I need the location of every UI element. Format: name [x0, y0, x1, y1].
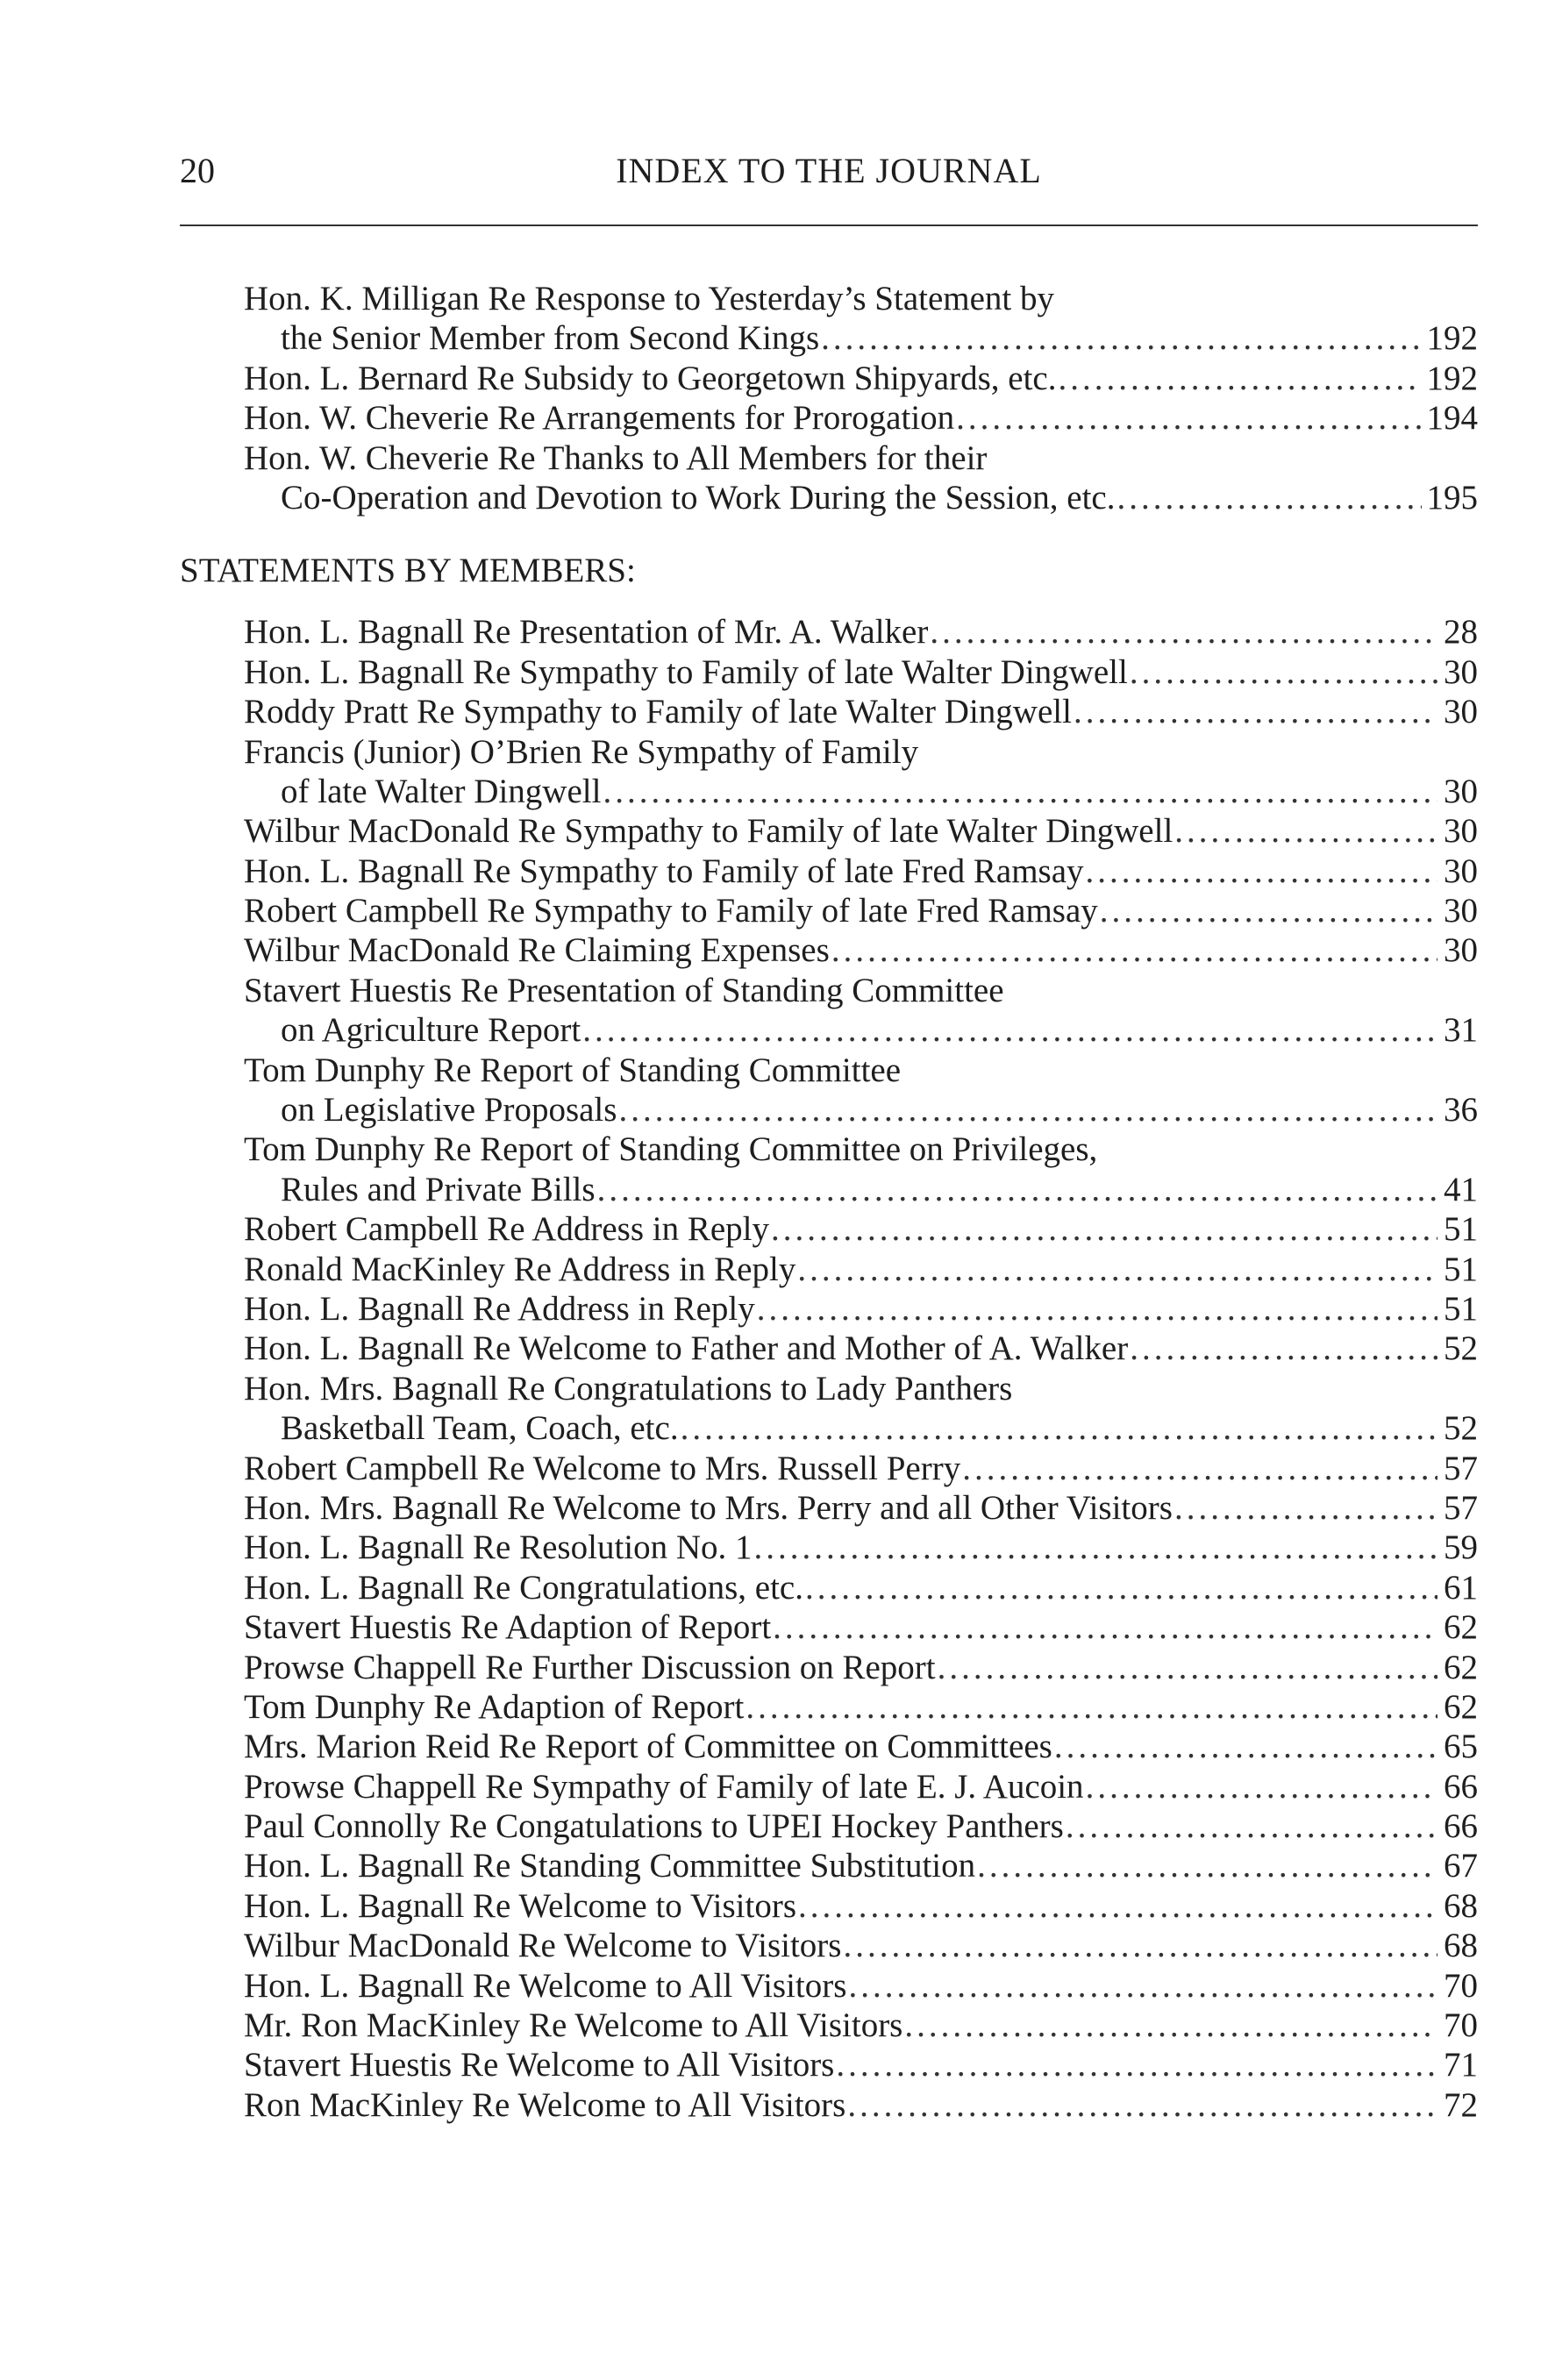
page-reference: 62 — [1444, 1687, 1478, 1726]
index-entry-line — [244, 279, 1478, 318]
index-entry-text: Hon. K. Milligan Re Response to Yesterday’s Statement by — [244, 280, 1055, 317]
index-entry-line — [244, 971, 1478, 1010]
index-entry-text: Tom Dunphy Re Report of Standing Committee — [244, 1051, 902, 1089]
index-entry-text: Robert Campbell Re Sympathy to Family of late Fred Ramsay — [244, 892, 1098, 930]
index-entry-line — [244, 1528, 1478, 1567]
index-entry-line — [244, 1607, 1478, 1647]
index-entry-line — [244, 1727, 1478, 1766]
index-entry — [0, 1926, 1548, 1965]
index-entry-continuation — [281, 1408, 1478, 1448]
index-entry-line — [244, 1806, 1478, 1846]
index-entry — [0, 1209, 1548, 1249]
index-entry — [0, 1806, 1548, 1846]
index-entry-line — [244, 1289, 1478, 1329]
page-reference: 36 — [1444, 1091, 1478, 1129]
index-entry — [0, 1767, 1548, 1806]
index-entry-text: Hon. L. Bagnall Re Sympathy to Family of late Walter Dingwell — [244, 652, 1128, 691]
page-reference: 192 — [1426, 319, 1478, 358]
index-entry — [0, 971, 1548, 1051]
page-reference: 51 — [1444, 1250, 1478, 1288]
page-reference: 59 — [1444, 1528, 1478, 1567]
index-entry-text: Hon. L. Bernard Re Subsidy to Georgetown Shipyards, etc. — [244, 359, 1057, 397]
index-entry — [0, 1648, 1548, 1687]
index-entry — [0, 1846, 1548, 1885]
dot-leader — [843, 1926, 1437, 1965]
index-entry — [0, 1528, 1548, 1567]
index-entry-line — [244, 891, 1478, 930]
index-entry-text: Co-Operation and Devotion to Work During the Session, etc. — [281, 478, 1116, 517]
index-entry-text: Hon. L. Bagnall Re Welcome to Visitors — [244, 1886, 796, 1925]
index-entry-line — [244, 1369, 1478, 1408]
page-reference: 72 — [1444, 2085, 1478, 2124]
index-entry-text: Paul Connolly Re Congatulations to UPEI Hockey Panthers — [244, 1807, 1064, 1846]
dot-leader — [1116, 478, 1421, 517]
page-reference: 31 — [1444, 1011, 1478, 1050]
dot-leader — [597, 1170, 1437, 1209]
dot-leader — [1174, 811, 1437, 851]
index-entry-text: Tom Dunphy Re Report of Standing Committee on Privileges, — [244, 1130, 1098, 1169]
index-entry — [0, 1687, 1548, 1727]
index-entry-line — [244, 612, 1478, 652]
page-header — [180, 149, 1478, 193]
dot-leader — [1100, 891, 1437, 930]
dot-leader — [1074, 692, 1437, 731]
page-number: 20 — [180, 151, 215, 190]
index-entry — [0, 1329, 1548, 1368]
page-reference: 51 — [1444, 1289, 1478, 1328]
index-entry — [0, 1568, 1548, 1607]
index-entry-line — [244, 1846, 1478, 1885]
dot-leader — [904, 2006, 1437, 2045]
index-entry-line — [244, 1209, 1478, 1249]
index-entry-text: Hon. L. Bagnall Re Presentation of Mr. A. Walker — [244, 613, 929, 652]
index-entry-continuation — [281, 772, 1478, 811]
index-entry-text: Hon. Mrs. Bagnall Re Welcome to Mrs. Perry and all Other Visitors — [244, 1488, 1173, 1527]
dot-leader — [805, 1568, 1437, 1607]
page-reference: 62 — [1444, 1648, 1478, 1686]
index-entry-text: Wilbur MacDonald Re Sympathy to Family of late Walter Dingwell — [244, 812, 1173, 851]
page-reference: 30 — [1444, 652, 1478, 691]
index-group-statements-by-members — [0, 612, 1548, 2125]
index-entry — [0, 1727, 1548, 1766]
index-entry-line — [244, 398, 1478, 438]
dot-leader — [962, 1449, 1437, 1488]
dot-leader — [1066, 1806, 1437, 1846]
index-entry-line — [244, 1250, 1478, 1289]
index-entry-line — [244, 359, 1478, 398]
index-entry — [0, 438, 1548, 518]
dot-leader — [773, 1607, 1437, 1647]
index-entry-text: Stavert Huestis Re Presentation of Standing Committee — [244, 971, 1004, 1009]
dot-leader — [848, 1966, 1437, 2006]
page-reference: 51 — [1444, 1210, 1478, 1249]
index-entry — [0, 852, 1548, 891]
index-entry-text: Rules and Private Bills — [281, 1170, 596, 1208]
index-entry-text: Mr. Ron MacKinley Re Welcome to All Visitors — [244, 2006, 903, 2045]
dot-leader — [821, 318, 1421, 358]
index-entry-text: on Legislative Proposals — [281, 1091, 617, 1129]
page-reference: 66 — [1444, 1767, 1478, 1806]
page-reference: 30 — [1444, 852, 1478, 890]
dot-leader — [771, 1209, 1437, 1249]
page-reference: 70 — [1444, 2006, 1478, 2045]
header-rule — [180, 224, 1478, 226]
index-entry — [0, 811, 1548, 851]
index-entry-text: Prowse Chappell Re Sympathy of Family of late E. J. Aucoin — [244, 1767, 1084, 1806]
dot-leader — [956, 398, 1421, 438]
index-entry-line — [244, 2045, 1478, 2084]
page-reference: 41 — [1444, 1170, 1478, 1208]
index-entry-line — [244, 1886, 1478, 1926]
index-entry-continuation — [281, 1010, 1478, 1050]
running-head: INDEX TO THE JOURNAL — [616, 151, 1042, 190]
index-entry-text: Hon. L. Bagnall Re Resolution No. 1 — [244, 1528, 753, 1567]
index-entry-text: Hon. W. Cheverie Re Arrangements for Prorogation — [244, 399, 955, 438]
page-reference: 30 — [1444, 931, 1478, 970]
index-entry — [0, 891, 1548, 930]
index-entry-text: Hon. L. Bagnall Re Address in Reply — [244, 1289, 755, 1328]
index-entry-line — [244, 1926, 1478, 1965]
index-entry-continuation — [281, 1090, 1478, 1129]
dot-leader — [938, 1648, 1437, 1687]
section-heading: STATEMENTS BY MEMBERS: — [180, 552, 636, 590]
dot-leader — [797, 1250, 1437, 1289]
dot-leader — [798, 1886, 1437, 1926]
dot-leader — [1130, 1329, 1437, 1368]
page-reference: 70 — [1444, 1966, 1478, 2005]
index-entry-text: of late Walter Dingwell — [281, 772, 602, 810]
page-reference: 71 — [1444, 2046, 1478, 2084]
dot-leader — [745, 1687, 1437, 1727]
dot-leader — [1058, 359, 1421, 398]
page-reference: 192 — [1426, 359, 1478, 397]
index-entry — [0, 2045, 1548, 2084]
index-entry-line — [244, 1568, 1478, 1607]
index-entry-text: Ronald MacKinley Re Address in Reply — [244, 1250, 796, 1288]
index-entry — [0, 1369, 1548, 1449]
index-entry-text: the Senior Member from Second Kings — [281, 319, 820, 358]
index-entry-text: Prowse Chappell Re Further Discussion on Report — [244, 1648, 936, 1686]
index-entry — [0, 652, 1548, 692]
dot-leader — [754, 1528, 1437, 1567]
index-entry-text: Wilbur MacDonald Re Claiming Expenses — [244, 931, 830, 970]
index-entry — [0, 398, 1548, 438]
index-entry-text: Hon. Mrs. Bagnall Re Congratulations to Lady Panthers — [244, 1369, 1013, 1407]
index-entry-continuation — [281, 318, 1478, 358]
index-entry-text: Wilbur MacDonald Re Welcome to Visitors — [244, 1927, 842, 1965]
index-entry-line — [244, 1687, 1478, 1727]
dot-leader — [1054, 1727, 1437, 1766]
index-entry — [0, 359, 1548, 398]
index-entry — [0, 1886, 1548, 1926]
index-entry-continuation — [281, 1170, 1478, 1209]
page-reference: 194 — [1426, 399, 1478, 438]
index-entry — [0, 1250, 1548, 1289]
index-entry-line — [244, 1966, 1478, 2006]
index-entry — [0, 930, 1548, 970]
index-entry-text: Francis (Junior) O’Brien Re Sympathy of Family — [244, 732, 919, 771]
index-entry-line — [244, 1449, 1478, 1488]
index-entry — [0, 1449, 1548, 1488]
index-entry-text: Tom Dunphy Re Adaption of Report — [244, 1687, 745, 1726]
index-entry-text: Hon. L. Bagnall Re Welcome to All Visitors — [244, 1966, 847, 2005]
index-entry — [0, 279, 1548, 359]
index-entry-line — [244, 2006, 1478, 2045]
index-entry-line — [244, 1488, 1478, 1528]
page-reference: 30 — [1444, 772, 1478, 810]
index-entry — [0, 2006, 1548, 2045]
index-entry — [0, 1488, 1548, 1528]
page-reference: 52 — [1444, 1409, 1478, 1448]
page-reference: 57 — [1444, 1488, 1478, 1527]
index-entry-text: Hon. L. Bagnall Re Congratulations, etc. — [244, 1568, 803, 1607]
index-entry — [0, 1129, 1548, 1209]
index-entry-text: Hon. L. Bagnall Re Sympathy to Family of late Fred Ramsay — [244, 852, 1084, 890]
index-entry-text: Stavert Huestis Re Welcome to All Visitors — [244, 2046, 835, 2084]
dot-leader — [930, 612, 1437, 652]
index-entry-line — [244, 1648, 1478, 1687]
dot-leader — [836, 2045, 1437, 2084]
dot-leader — [757, 1289, 1437, 1329]
index-entry-line — [244, 1051, 1478, 1090]
index-entry-text: Ron MacKinley Re Welcome to All Visitors — [244, 2085, 846, 2124]
page-reference: 68 — [1444, 1927, 1478, 1965]
index-entry-text: Basketball Team, Coach, etc. — [281, 1409, 679, 1448]
index-group-closing-remarks — [0, 279, 1548, 517]
index-entry — [0, 2085, 1548, 2125]
index-entry-line — [244, 811, 1478, 851]
index-entry-text: Robert Campbell Re Address in Reply — [244, 1210, 770, 1249]
page-reference: 65 — [1444, 1728, 1478, 1766]
page-reference: 30 — [1444, 693, 1478, 731]
dot-leader — [831, 930, 1437, 970]
index-entry-line — [244, 1329, 1478, 1368]
dot-leader — [603, 772, 1437, 811]
page-reference: 52 — [1444, 1329, 1478, 1368]
index-entry-line — [244, 1767, 1478, 1806]
index-entry-text: Hon. L. Bagnall Re Standing Committee Substitution — [244, 1847, 976, 1885]
index-entry-text: Mrs. Marion Reid Re Report of Committee on Committees — [244, 1728, 1052, 1766]
index-entry-line — [244, 732, 1478, 772]
index-entry — [0, 1607, 1548, 1647]
index-entry-continuation — [281, 478, 1478, 517]
page-reference: 30 — [1444, 892, 1478, 930]
dot-leader — [618, 1090, 1437, 1129]
index-entry — [0, 612, 1548, 652]
page-reference: 68 — [1444, 1886, 1478, 1925]
index-entry-line — [244, 438, 1478, 478]
index-entry-line — [244, 852, 1478, 891]
index-entry-text: on Agriculture Report — [281, 1011, 581, 1050]
index-entry-text: Hon. W. Cheverie Re Thanks to All Members for their — [244, 438, 988, 477]
index-entry-line — [244, 930, 1478, 970]
dot-leader — [977, 1846, 1437, 1885]
page-reference: 61 — [1444, 1568, 1478, 1607]
index-entry-text: Hon. L. Bagnall Re Welcome to Father and Mother of A. Walker — [244, 1329, 1129, 1368]
dot-leader — [681, 1408, 1437, 1448]
page-reference: 195 — [1426, 478, 1478, 517]
index-entry-text: Roddy Pratt Re Sympathy to Family of late Walter Dingwell — [244, 693, 1072, 731]
page-reference: 30 — [1444, 812, 1478, 851]
index-entry-line — [244, 692, 1478, 731]
page-reference: 57 — [1444, 1449, 1478, 1487]
index-entry — [0, 1289, 1548, 1329]
dot-leader — [1130, 652, 1437, 692]
dot-leader — [582, 1010, 1437, 1050]
index-body — [0, 279, 1548, 2125]
page-reference: 66 — [1444, 1807, 1478, 1846]
index-entry-text: Robert Campbell Re Welcome to Mrs. Russell Perry — [244, 1449, 961, 1487]
index-entry-line — [244, 652, 1478, 692]
index-entry — [0, 692, 1548, 731]
dot-leader — [847, 2085, 1437, 2125]
index-entry — [0, 1051, 1548, 1130]
index-entry-line — [244, 1129, 1478, 1169]
dot-leader — [1086, 852, 1437, 891]
dot-leader — [1174, 1488, 1437, 1528]
index-entry-text: Stavert Huestis Re Adaption of Report — [244, 1608, 772, 1647]
index-entry-line — [244, 2085, 1478, 2125]
index-entry — [0, 1966, 1548, 2006]
page-reference: 62 — [1444, 1608, 1478, 1647]
page-reference: 67 — [1444, 1847, 1478, 1885]
dot-leader — [1086, 1767, 1437, 1806]
index-entry — [0, 732, 1548, 812]
page-reference: 28 — [1444, 613, 1478, 652]
